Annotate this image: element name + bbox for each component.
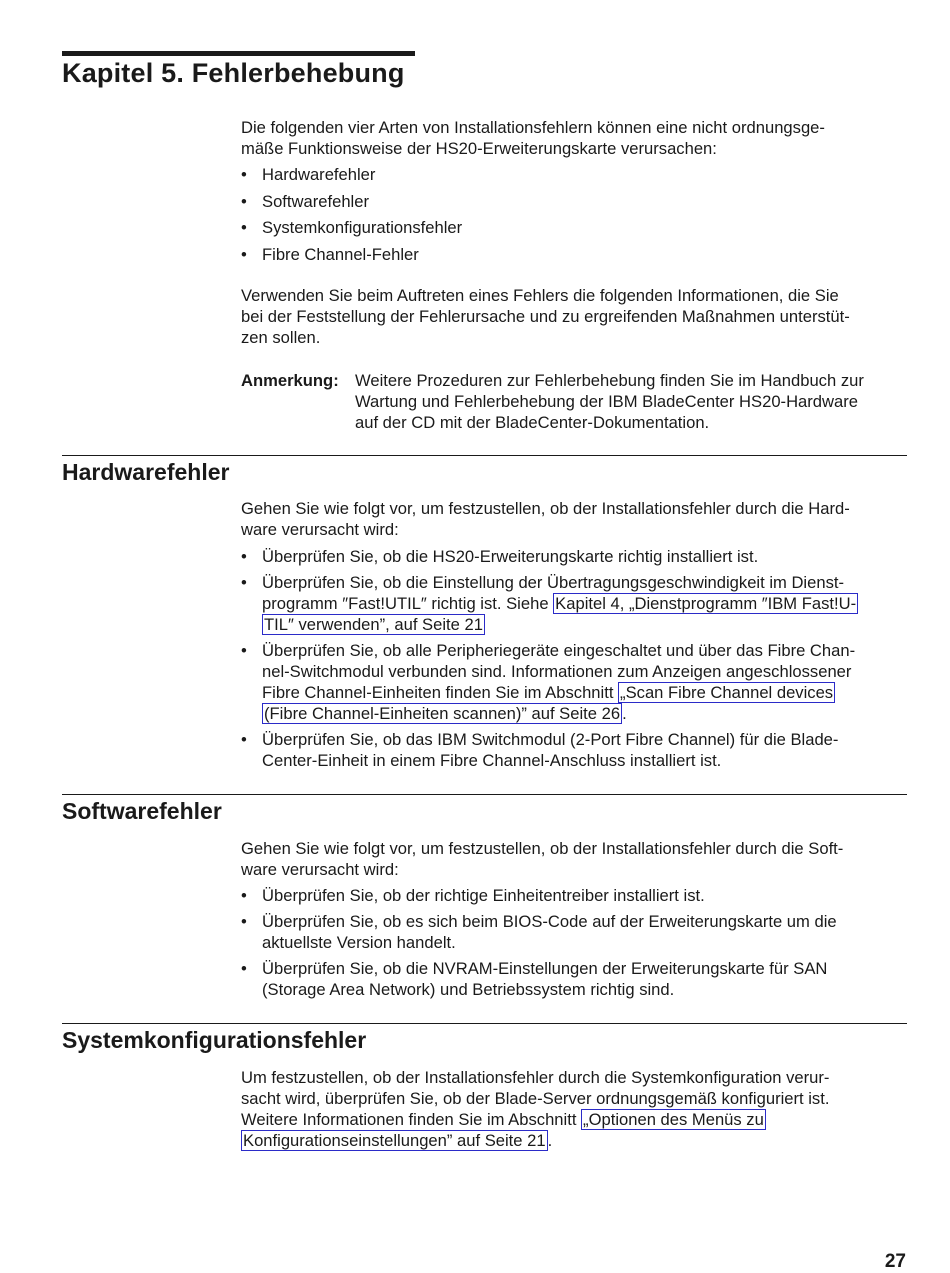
bullet: •: [241, 547, 247, 566]
list-item: • Überprüfen Sie, ob alle Peripheriegeräte eingeschaltet und über das Fibre Chan- nel-Switchmodul verbunden sind. Informationen zum Anzeigen angeschlossener Fibre Channel-Einheiten finden Sie im Abschnitt „Scan Fibre Channel devices (Fibre Channel-Einheiten scannen)” auf Seite 26 .: [241, 640, 906, 724]
text-line: mäße Funktionsweise der HS20-Erweiterungskarte verursachen:: [241, 139, 717, 158]
list-item: • Überprüfen Sie, ob der richtige Einheitentreiber installiert ist.: [241, 886, 705, 905]
config-options-link-continued[interactable]: Konfigurationseinstellungen” auf Seite 21: [243, 1131, 546, 1150]
error-types-list: [241, 164, 906, 265]
text-line: Gehen Sie wie folgt vor, um festzustellen, ob der Installationsfehler durch die Hard-: [241, 499, 850, 518]
bullet: •: [241, 959, 247, 978]
text-line: Wartung und Fehlerbehebung der IBM BladeCenter HS20-Hardware: [355, 392, 859, 411]
list-item: [241, 958, 906, 1000]
bullet: •: [241, 191, 247, 211]
text-line: ware verursacht wird:: [241, 520, 399, 539]
section-rule: [62, 794, 907, 795]
text-line: Weitere Informationen finden Sie im Abschnitt: [241, 1110, 582, 1129]
bullet: •: [241, 886, 247, 905]
text-line: (Storage Area Network) und Betriebssystem richtig sind.: [262, 980, 675, 999]
text-line: ware verursacht wird:: [241, 860, 399, 879]
text-line: Center-Einheit in einem Fibre Channel-Anschluss installiert ist.: [262, 751, 722, 770]
text-line: zen sollen.: [241, 328, 321, 347]
text-line: nel-Switchmodul verbunden sind. Informationen zum Anzeigen angeschlossener: [262, 662, 852, 681]
scan-devices-link-continued[interactable]: (Fibre Channel-Einheiten scannen)” auf Seite 26: [264, 704, 621, 723]
config-options-link[interactable]: „Optionen des Menüs zu: [583, 1110, 764, 1129]
chapter4-link-continued[interactable]: TIL″ verwenden”, auf Seite 21: [264, 615, 483, 634]
bullet: •: [241, 730, 247, 749]
text-line: Überprüfen Sie, ob das IBM Switchmodul (2-Port Fibre Channel) für die Blade-: [262, 730, 839, 749]
list-item: [241, 572, 906, 635]
text-line: Überprüfen Sie, ob die NVRAM-Einstellungen der Erweiterungskarte für SAN: [262, 959, 828, 978]
text-line: Die folgenden vier Arten von Installationsfehlern können eine nicht ordnungsge-: [241, 118, 825, 137]
section-title-sysconfig: Systemkonfigurationsfehler: [62, 1027, 367, 1053]
list-item: • Softwarefehler: [241, 191, 369, 211]
bullet: •: [241, 218, 247, 237]
text-line: Überprüfen Sie, ob alle Peripheriegeräte eingeschaltet und über das Fibre Chan-: [262, 641, 856, 660]
software-intro: [241, 838, 906, 880]
text-line: programm ″Fast!UTIL″ richtig ist. Siehe: [262, 594, 554, 613]
scan-devices-link[interactable]: „Scan Fibre Channel devices: [620, 683, 834, 702]
text-line: Überprüfen Sie, ob es sich beim BIOS-Code auf der Erweiterungskarte um die: [262, 912, 837, 931]
chapter-top-rule: [62, 51, 415, 56]
sysconfig-paragraph: Um festzustellen, ob der Installationsfehler durch die Systemkonfiguration verur- sacht wird, überprüfen Sie, ob der Blade-Server ordnungsgemäß konfiguriert ist. Weitere Informationen finden Sie im Abschnitt „Optionen des Menüs zu Konfigurationseinstellungen” auf Seite 21 .: [241, 1067, 906, 1151]
list-item: • Systemkonfigurationsfehler: [241, 218, 463, 237]
text-line: auf der CD mit der BladeCenter-Dokumentation.: [355, 413, 710, 432]
text-line: Fibre Channel-Einheiten finden Sie im Abschnitt: [262, 683, 619, 702]
section-title-software: Softwarefehler: [62, 798, 222, 824]
section-rule: [62, 455, 907, 456]
bullet: •: [241, 165, 247, 184]
bullet: •: [241, 244, 247, 264]
bullet: •: [241, 912, 247, 931]
page-number: 27: [884, 1251, 906, 1272]
section-rule: [62, 1023, 907, 1024]
text-line: aktuellste Version handelt.: [262, 933, 456, 952]
text-line: Überprüfen Sie, ob die Einstellung der Übertragungsgeschwindigkeit im Dienst-: [262, 573, 845, 592]
list-item: • Überprüfen Sie, ob die HS20-Erweiterungskarte richtig installiert ist.: [241, 547, 759, 566]
chapter4-link[interactable]: Kapitel 4, „Dienstprogramm ″IBM Fast!U-: [555, 594, 857, 613]
hardware-checklist: [241, 546, 906, 771]
text-line: Weitere Prozeduren zur Fehlerbehebung finden Sie im Handbuch zur: [355, 371, 864, 390]
software-checklist: [241, 885, 906, 1000]
list-item: [241, 911, 906, 953]
note-label: Anmerkung:: [241, 371, 339, 390]
text-line: Verwenden Sie beim Auftreten eines Fehlers die folgenden Informationen, die Sie: [241, 286, 839, 305]
list-item: • Hardwarefehler: [241, 165, 376, 184]
chapter-title: Kapitel 5. Fehlerbehebung: [62, 58, 405, 88]
usage-paragraph: [241, 285, 906, 348]
list-item: [241, 729, 906, 771]
text-line: bei der Feststellung der Fehlerursache und zu ergreifenden Maßnahmen unterstüt-: [241, 307, 850, 326]
chapter-intro: [241, 117, 906, 159]
text-line: sacht wird, überprüfen Sie, ob der Blade-Server ordnungsgemäß konfiguriert ist.: [241, 1089, 830, 1108]
text-line: Um festzustellen, ob der Installationsfehler durch die Systemkonfiguration verur-: [241, 1068, 830, 1087]
note-text: [355, 370, 907, 433]
hardware-intro: [241, 498, 906, 540]
list-item: • Fibre Channel-Fehler: [241, 244, 419, 264]
bullet: •: [241, 573, 247, 592]
section-title-hardware: Hardwarefehler: [62, 459, 230, 485]
text-line: Gehen Sie wie folgt vor, um festzustellen, ob der Installationsfehler durch die Soft-: [241, 839, 844, 858]
bullet: •: [241, 641, 247, 660]
